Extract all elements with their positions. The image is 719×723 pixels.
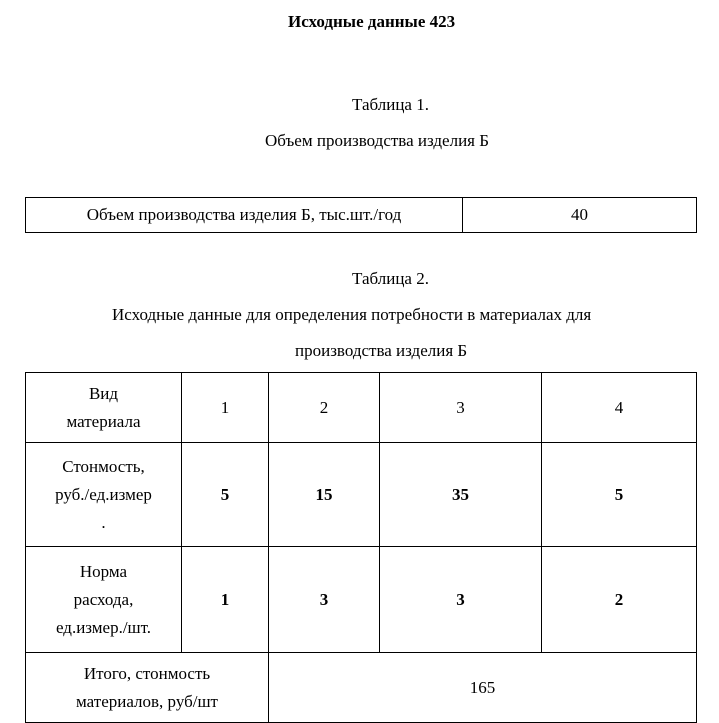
cost-value-2: 15 bbox=[269, 443, 380, 547]
table-row bbox=[26, 443, 697, 547]
table-row bbox=[26, 547, 697, 653]
total-label-line: материалов, руб/шт bbox=[76, 691, 218, 711]
norm-value-1: 1 bbox=[182, 547, 269, 653]
header-label-line: материала bbox=[66, 411, 141, 431]
total-label-cell bbox=[26, 653, 269, 723]
table-row bbox=[26, 198, 697, 233]
table1-caption: Таблица 1. bbox=[352, 95, 429, 114]
norm-label-cell bbox=[26, 547, 182, 653]
header-label-line: Вид bbox=[88, 383, 119, 403]
production-volume-value: 40 bbox=[463, 198, 697, 233]
cost-label-line: Стонмость, bbox=[62, 456, 145, 476]
header-col-1: 1 bbox=[182, 373, 269, 443]
table2-caption: Таблица 2. bbox=[352, 269, 429, 288]
table1-title: Объем производства изделия Б bbox=[265, 131, 490, 150]
header-col-4: 4 bbox=[542, 373, 697, 443]
table2-title-line2: производства изделия Б bbox=[295, 341, 468, 360]
table-row bbox=[26, 373, 697, 443]
materials-table bbox=[25, 372, 697, 723]
cost-label-line: . bbox=[101, 512, 106, 532]
table-row bbox=[26, 653, 697, 723]
cost-label-cell bbox=[26, 443, 182, 547]
cost-label-line: руб./ед.измер bbox=[55, 484, 152, 504]
norm-label-line: ед.измер./шт. bbox=[55, 617, 152, 637]
header-col-2: 2 bbox=[269, 373, 380, 443]
norm-label-line: Норма bbox=[79, 561, 128, 581]
norm-value-3: 3 bbox=[380, 547, 542, 653]
header-col-3: 3 bbox=[380, 373, 542, 443]
document-heading: Исходные данные 423 bbox=[288, 12, 456, 31]
total-value: 165 bbox=[269, 653, 697, 723]
cost-value-3: 35 bbox=[380, 443, 542, 547]
norm-value-4: 2 bbox=[542, 547, 697, 653]
total-label-line: Итого, стонмость bbox=[83, 663, 211, 683]
cost-value-1: 5 bbox=[182, 443, 269, 547]
production-volume-label: Объем производства изделия Б, тыс.шт./год bbox=[26, 198, 463, 233]
header-label-cell bbox=[26, 373, 182, 443]
cost-value-4: 5 bbox=[542, 443, 697, 547]
norm-label-line: расхода, bbox=[73, 589, 134, 609]
norm-value-2: 3 bbox=[269, 547, 380, 653]
table2-title-line1: Исходные данные для определения потребности в материалах для bbox=[112, 305, 592, 324]
production-volume-table bbox=[25, 197, 697, 233]
